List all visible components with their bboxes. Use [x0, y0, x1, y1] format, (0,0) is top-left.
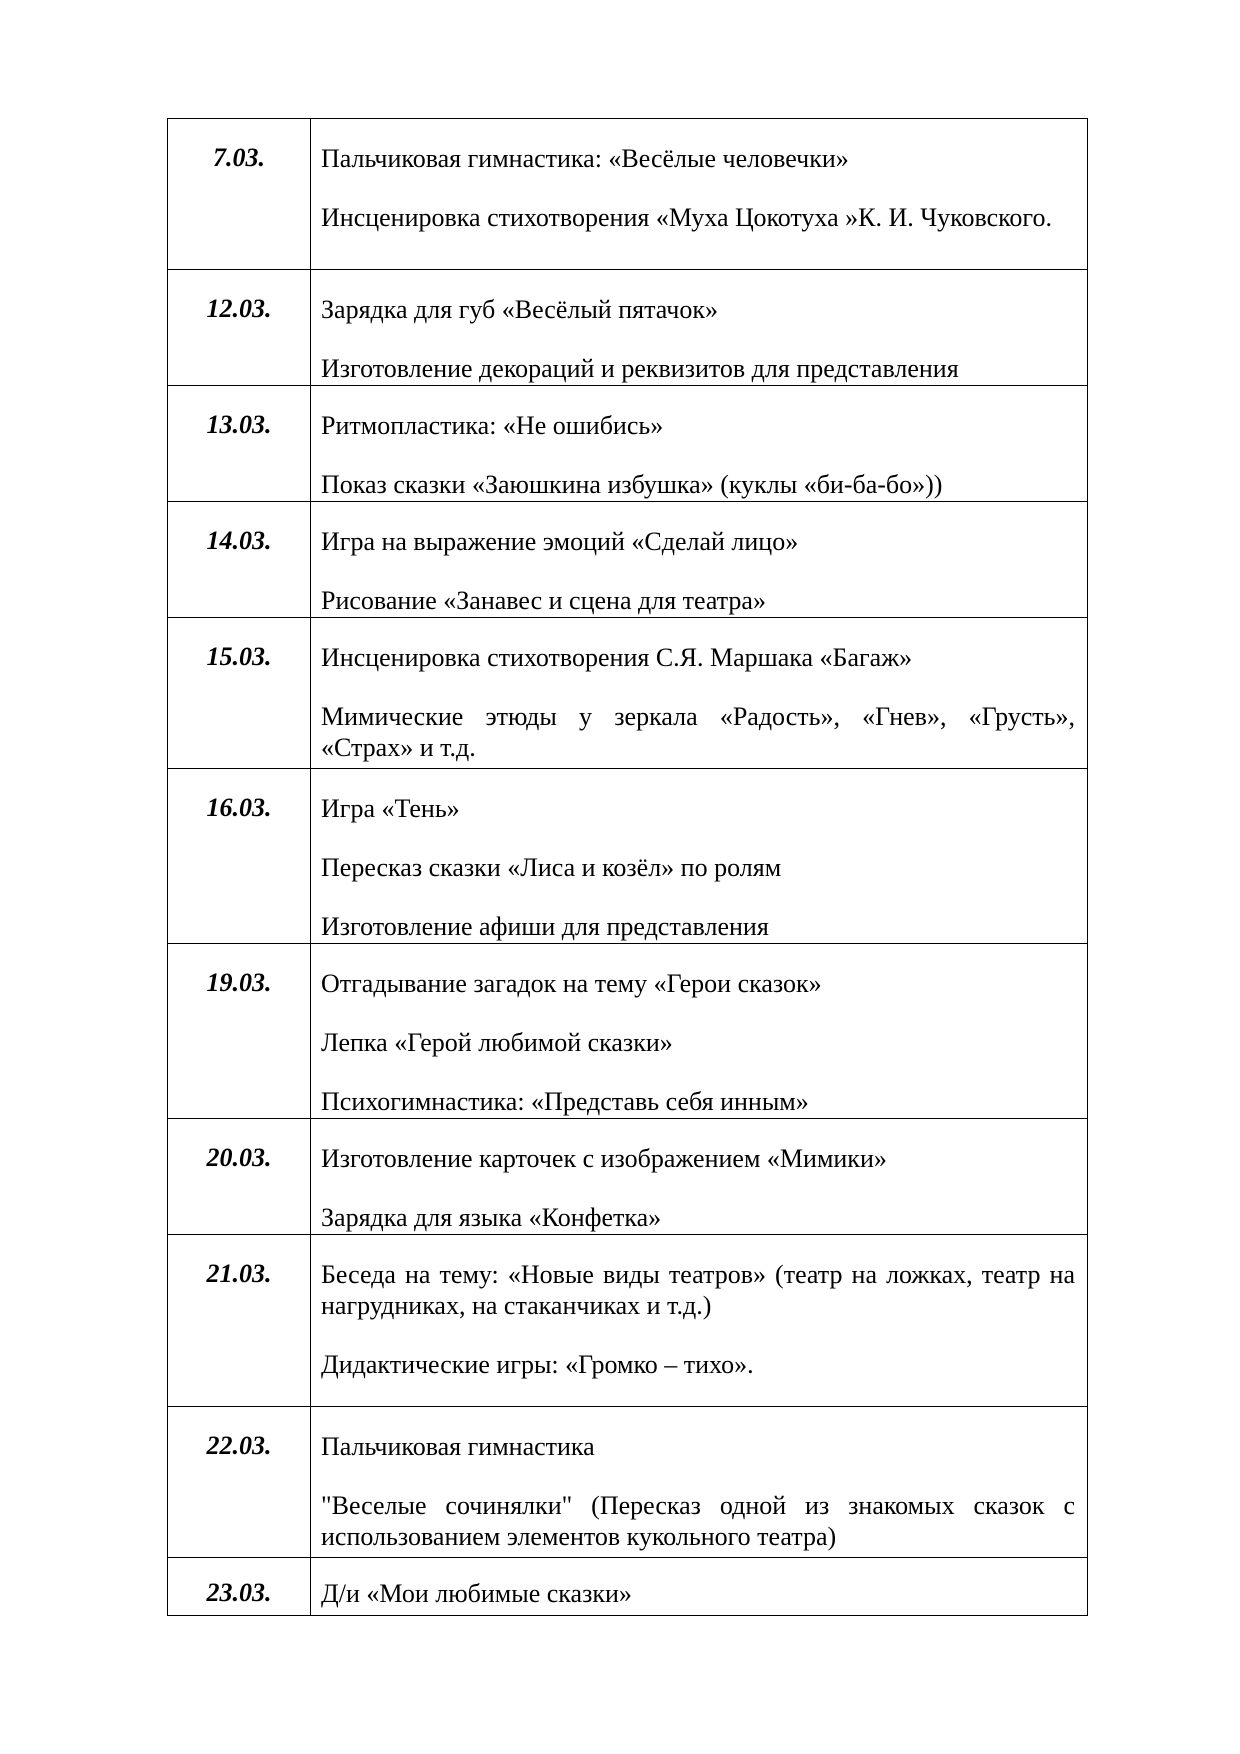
date-cell: 15.03. — [168, 618, 311, 769]
activity-line: Игра «Тень» — [321, 794, 460, 823]
activities-cell — [311, 270, 1088, 386]
table-row — [168, 119, 1088, 270]
date-cell: 12.03. — [168, 270, 311, 386]
activities-cell — [311, 386, 1088, 502]
activities-cell — [311, 944, 1088, 1119]
activities-cell — [311, 1235, 1088, 1407]
date-cell: 14.03. — [168, 502, 311, 618]
table-row — [168, 1407, 1088, 1558]
table-row — [168, 1558, 1088, 1616]
activity-line: Инсценировка стихотворения «Муха Цокотуха »К. И. Чуковского. — [321, 203, 1052, 232]
activity-line: Ритмопластика: «Не ошибись» — [321, 411, 664, 440]
schedule-table — [167, 118, 1088, 1616]
activity-line: Зарядка для языка «Конфетка» — [321, 1203, 662, 1232]
activities-cell — [311, 1407, 1088, 1558]
table-row — [168, 618, 1088, 769]
activity-line: Д/и «Мои любимые сказки» — [321, 1579, 632, 1608]
table-row — [168, 1119, 1088, 1235]
activity-line: Изготовление декораций и реквизитов для представления — [321, 354, 959, 383]
activity-line: Пересказ сказки «Лиса и козёл» по ролям — [321, 853, 782, 882]
activity-line: Изготовление афиши для представления — [321, 912, 769, 941]
activities-cell — [311, 502, 1088, 618]
date-cell: 22.03. — [168, 1407, 311, 1558]
activity-line: Психогимнастика: «Представь себя инным» — [321, 1087, 809, 1116]
date-cell: 16.03. — [168, 769, 311, 944]
activity-line: Изготовление карточек с изображением «Мимики» — [321, 1144, 887, 1173]
activities-cell — [311, 1558, 1088, 1616]
activity-line: Дидактические игры: «Громко – тихо». — [321, 1350, 754, 1379]
activities-cell — [311, 769, 1088, 944]
activity-line: Пальчиковая гимнастика — [321, 1432, 595, 1461]
activity-line: Лепка «Герой любимой сказки» — [321, 1028, 673, 1057]
activity-line: Показ сказки «Заюшкина избушка» (куклы «би-ба-бо»)) — [321, 470, 943, 499]
activities-cell — [311, 1119, 1088, 1235]
activity-line: Мимические этюды у зеркала «Радость», «Гнев», «Грусть», «Страх» и т.д. — [321, 702, 1075, 762]
date-cell: 23.03. — [168, 1558, 311, 1616]
date-cell: 20.03. — [168, 1119, 311, 1235]
table-row — [168, 502, 1088, 618]
table-row — [168, 944, 1088, 1119]
activity-line: Инсценировка стихотворения С.Я. Маршака «Багаж» — [321, 643, 913, 672]
activity-line: Рисование «Занавес и сцена для театра» — [321, 586, 766, 615]
activity-line: "Веселые сочинялки" (Пересказ одной из знакомых сказок с использованием элементов кукольного театра) — [321, 1491, 1075, 1551]
activity-line: Игра на выражение эмоций «Сделай лицо» — [321, 527, 799, 556]
activity-line: Пальчиковая гимнастика: «Весёлые человечки» — [321, 144, 849, 173]
table-row — [168, 769, 1088, 944]
activity-line: Зарядка для губ «Весёлый пятачок» — [321, 295, 718, 324]
table-row — [168, 1235, 1088, 1407]
date-cell: 7.03. — [168, 119, 311, 270]
activity-line: Отгадывание загадок на тему «Герои сказок» — [321, 969, 822, 998]
date-cell: 19.03. — [168, 944, 311, 1119]
table-row — [168, 270, 1088, 386]
date-cell: 21.03. — [168, 1235, 311, 1407]
date-cell: 13.03. — [168, 386, 311, 502]
table-row — [168, 386, 1088, 502]
activities-cell — [311, 119, 1088, 270]
activities-cell — [311, 618, 1088, 769]
activity-line: Беседа на тему: «Новые виды театров» (театр на ложках, театр на нагрудниках, на стаканчиках и т.д.) — [321, 1260, 1075, 1320]
